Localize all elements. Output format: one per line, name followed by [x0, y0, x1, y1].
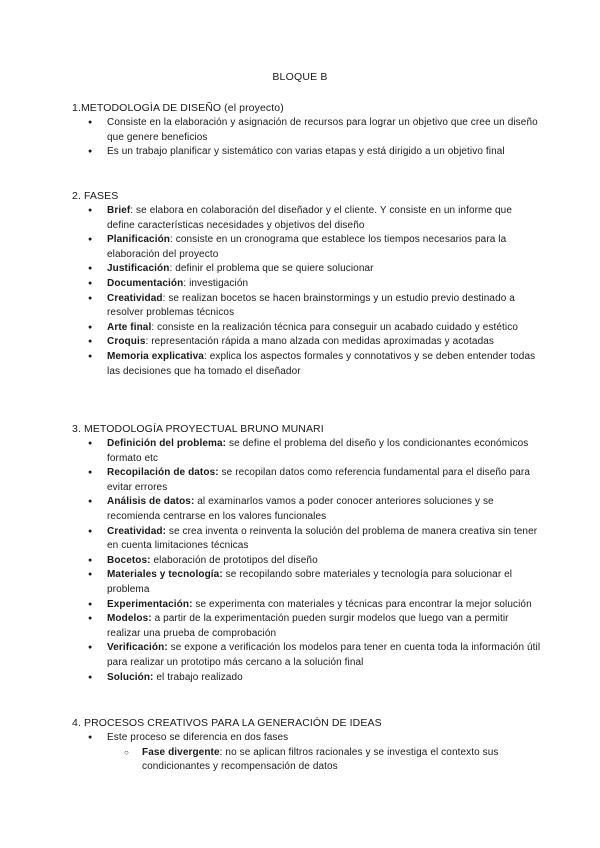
item-term: Brief — [107, 205, 131, 216]
item-term: Croquis — [107, 336, 146, 348]
item-term: Arte final — [107, 321, 152, 333]
list-item: ● Es un trabajo planificar y sistemático con varias etapas y está dirigido a un objetivo final — [72, 145, 542, 160]
section-heading: 2. FASES — [72, 190, 119, 202]
list-item: ● Brief: se elabora en colaboración del diseñador y el cliente. Y consiste en un informe que define características necesidades y objetivos del diseño — [72, 204, 542, 233]
list-item: ● Experimentación: se experimenta con materiales y técnicas para encontrar la mejor solución — [72, 598, 542, 613]
list-item: ● Creatividad: se crea inventa o reinventa la solución del problema de manera creativa sin tener en cuenta limitaciones técnicas — [72, 525, 542, 554]
item-term: Bocetos: — [107, 554, 151, 566]
list-item: ● Solución: el trabajo realizado — [72, 671, 542, 686]
list-item: ● Memoria explicativa: explica los aspectos formales y connotativos y se deben entender todas las decisiones que ha tomado el diseñador — [72, 350, 542, 379]
item-term: Recopilación de datos: — [107, 467, 219, 479]
list-item: ● Consiste en la elaboración y asignación de recursos para lograr un objetivo que cree un diseño que genere beneficios — [72, 116, 542, 145]
section-heading: 4. PROCESOS CREATIVOS PARA LA GENERACIÓN DE IDEAS — [72, 717, 382, 729]
list-item: ● Análisis de datos: al examinarlos vamos a poder conocer anteriores soluciones y se recomienda centrarse en los valores funcionales — [72, 495, 542, 524]
item-term: Fase divergente — [142, 746, 220, 758]
list-item: ● Croquis: representación rápida a mano alzada con medidas aproximadas y acotadas — [72, 335, 542, 350]
bullet-list — [72, 731, 542, 775]
list-item: ● Recopilación de datos: se recopilan datos como referencia fundamental para el diseño para evitar errores — [72, 466, 542, 495]
item-term: Documentación — [107, 277, 184, 289]
section-heading: 1.METODOLOGÌA DE DISEÑO (el proyecto) — [72, 102, 284, 114]
list-item: ● Arte final: consiste en la realización técnica para conseguir un acabado cuidado y estético — [72, 321, 542, 336]
list-item: ● Bocetos: elaboración de prototipos del diseño — [72, 554, 542, 569]
item-term: Planificación — [107, 234, 170, 246]
list-item: ● Creatividad: se realizan bocetos se hacen brainstormings y un estudio previo destinado a resolver problemas técnicos — [72, 292, 542, 321]
section-metodologia — [72, 101, 542, 160]
sub-list-item: ○ Fase divergente: no se aplican filtros racionales y se investiga el contexto sus condicionantes y recompensación de datos — [72, 746, 542, 775]
item-term: Creatividad: — [107, 525, 166, 537]
list-item: ● Definición del problema: se define el problema del diseño y los condicionantes económicos formato etc — [72, 437, 542, 466]
item-term: Análisis de datos: — [107, 496, 195, 508]
item-term: Solución: — [107, 671, 154, 683]
list-item: ● Documentación: investigación — [72, 277, 542, 292]
section-bruno-munari — [72, 422, 542, 685]
list-item: ● Este proceso se diferencia en dos fases — [72, 731, 542, 746]
item-term: Justificación — [107, 263, 170, 275]
item-term: Creatividad — [107, 292, 163, 304]
item-term: Memoria explicativa — [107, 350, 204, 362]
item-term: Experimentación: — [107, 598, 193, 610]
list-item: ● Materiales y tecnología: se recopilando sobre materiales y tecnología para solucionar el problema — [72, 568, 542, 597]
page-title: BLOQUE B — [272, 71, 328, 83]
list-item: ● Justificación: definir el problema que se quiere solucionar — [72, 262, 542, 277]
item-term: Definición del problema: — [107, 438, 227, 449]
list-item: ● Planificación: consiste en un cronograma que establece los tiempos necesarios para la elaboración del proyecto — [72, 233, 542, 262]
list-item: ● Modelos: a partir de la experimentación pueden surgir modelos que luego van a permitir realizar una prueba de comprobación — [72, 612, 542, 641]
item-term: Modelos: — [107, 613, 152, 625]
list-item: ● Verificación: se expone a verificación los modelos para tener en cuenta toda la información útil para realizar un prototipo más cercano a la solución final — [72, 641, 542, 670]
section-fases — [72, 189, 542, 379]
bullet-list — [72, 116, 542, 160]
bullet-list — [72, 437, 542, 685]
item-term: Materiales y tecnología: — [107, 569, 223, 581]
section-heading: 3. METODOLOGÍA PROYECTUAL BRUNO MUNARI — [72, 423, 324, 435]
item-term: Verificación: — [107, 642, 168, 654]
bullet-list — [72, 204, 542, 379]
section-procesos-creativos — [72, 716, 542, 775]
